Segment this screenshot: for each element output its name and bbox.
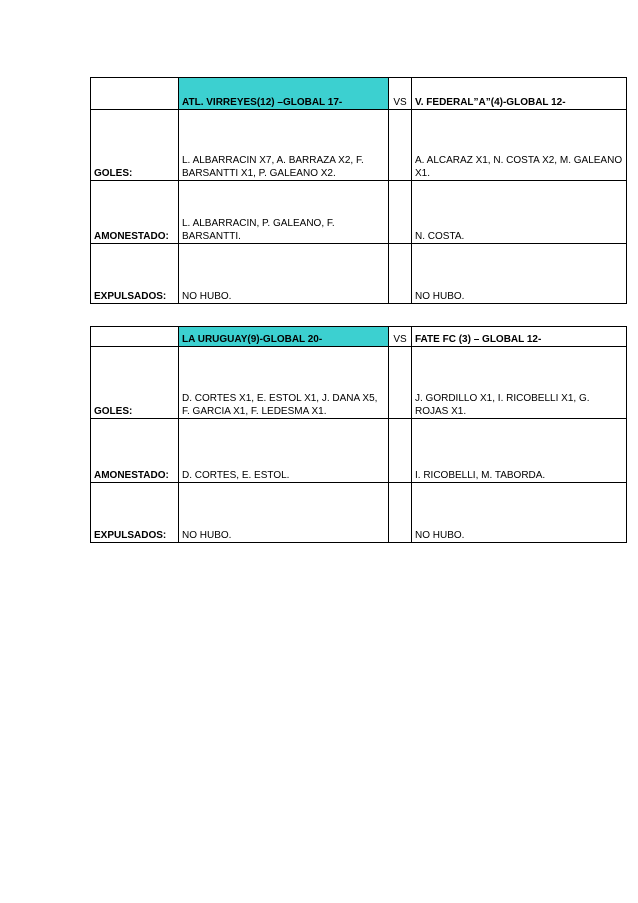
warned-label: AMONESTADO: bbox=[91, 181, 179, 244]
vs-column-cell bbox=[389, 347, 412, 419]
away-warned: N. COSTA. bbox=[412, 181, 627, 244]
vs-column-cell bbox=[389, 419, 412, 483]
away-team-cell: FATE FC (3) – GLOBAL 12- bbox=[412, 327, 627, 347]
expelled-row bbox=[91, 483, 627, 543]
match-header-row bbox=[91, 78, 627, 110]
vs-column-cell bbox=[389, 244, 412, 304]
warned-label: AMONESTADO: bbox=[91, 419, 179, 483]
expelled-label: EXPULSADOS: bbox=[91, 483, 179, 543]
empty-label-cell bbox=[91, 78, 179, 110]
vs-label: VS bbox=[389, 327, 412, 347]
goals-label: GOLES: bbox=[91, 347, 179, 419]
match-table-2 bbox=[90, 326, 627, 543]
goals-row bbox=[91, 110, 627, 181]
away-goals: J. GORDILLO X1, I. RICOBELLI X1, G. ROJAS X1. bbox=[412, 347, 627, 419]
away-team-cell: V. FEDERAL”A”(4)-GLOBAL 12- bbox=[412, 78, 627, 110]
home-goals: D. CORTES X1, E. ESTOL X1, J. DANA X5, F. GARCIA X1, F. LEDESMA X1. bbox=[179, 347, 389, 419]
warned-row bbox=[91, 181, 627, 244]
vs-column-cell bbox=[389, 181, 412, 244]
vs-column-cell bbox=[389, 483, 412, 543]
home-team-cell: ATL. VIRREYES(12) –GLOBAL 17- bbox=[179, 78, 389, 110]
home-expelled: NO HUBO. bbox=[179, 244, 389, 304]
away-expelled: NO HUBO. bbox=[412, 483, 627, 543]
home-warned: D. CORTES, E. ESTOL. bbox=[179, 419, 389, 483]
home-team-cell: LA URUGUAY(9)-GLOBAL 20- bbox=[179, 327, 389, 347]
home-goals: L. ALBARRACIN X7, A. BARRAZA X2, F. BARSANTTI X1, P. GALEANO X2. bbox=[179, 110, 389, 181]
home-expelled: NO HUBO. bbox=[179, 483, 389, 543]
expelled-label: EXPULSADOS: bbox=[91, 244, 179, 304]
goals-label: GOLES: bbox=[91, 110, 179, 181]
vs-label: VS bbox=[389, 78, 412, 110]
away-goals: A. ALCARAZ X1, N. COSTA X2, M. GALEANO X1. bbox=[412, 110, 627, 181]
match-header-row bbox=[91, 327, 627, 347]
home-warned: L. ALBARRACIN, P. GALEANO, F. BARSANTTI. bbox=[179, 181, 389, 244]
vs-column-cell bbox=[389, 110, 412, 181]
warned-row bbox=[91, 419, 627, 483]
away-expelled: NO HUBO. bbox=[412, 244, 627, 304]
empty-label-cell bbox=[91, 327, 179, 347]
goals-row bbox=[91, 347, 627, 419]
expelled-row bbox=[91, 244, 627, 304]
away-warned: I. RICOBELLI, M. TABORDA. bbox=[412, 419, 627, 483]
match-table-1 bbox=[90, 77, 627, 304]
